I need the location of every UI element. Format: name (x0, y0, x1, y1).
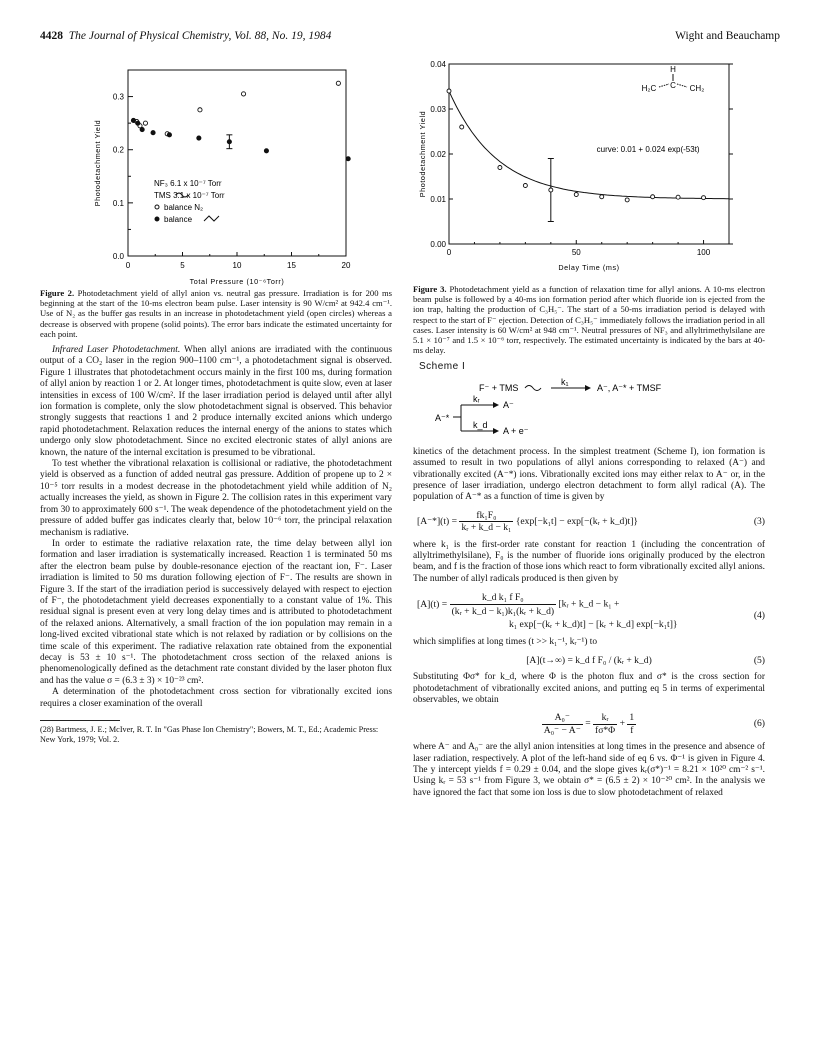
fig2-x-tick-label: 5 (180, 261, 185, 270)
fig3-structure-bond-right (677, 84, 687, 87)
fig3-y-tick-label: 0.00 (430, 240, 446, 249)
fig2-x-axis-label: Total Pressure (10⁻⁶Torr) (189, 277, 285, 286)
fig2-x-tick-label: 0 (125, 261, 131, 270)
fig2-point-propene (264, 149, 268, 153)
scheme-relaxed-anion: A⁻ (503, 399, 514, 410)
page-number: 4428 (40, 30, 63, 42)
scheme-title: Scheme I (419, 361, 466, 373)
fig3-data-point (574, 193, 578, 197)
footnote-28: (28) Bartmess, J. E.; McIver, R. T. In "Gas Phase Ion Chemistry"; Bowers, M. T., Ed.; Academic Press: New York, 1979; Vol. 2. (40, 725, 379, 745)
fig3-data-point (460, 125, 464, 129)
scheme-products: A⁻, A⁻* + TMSF (597, 382, 662, 393)
equation-6-number: (6) (753, 718, 765, 730)
equation-3: [A⁻*](t) = $\frac{\text{fk₁F₀}}{\text{kᵣ + k\_d − k₁}}$ {exp[−k₁t] − exp[−(kᵣ + k_d)t]} (3) (417, 509, 765, 534)
fig3-data-point (676, 195, 680, 199)
fig3-y-tick-label: 0.04 (430, 60, 446, 69)
arrow-head-detach (493, 428, 499, 434)
fig2-point-propene (151, 131, 155, 135)
paragraph-substituting: Substituting Φσ* for k_d, where Φ is the photon flux and σ* is the cross section for photodetachment of vibrationally excited anions, and putting eq 5 in terms of experimental observables, we obtain (413, 672, 765, 705)
header-left (40, 30, 331, 42)
fig2-legend-open-marker (155, 205, 159, 209)
arrow-head-relax (493, 402, 499, 408)
fig3-x-axis-label: Delay Time (ms) (558, 263, 620, 272)
fig3-structure-bond-left (659, 84, 669, 87)
arrow-head-1 (585, 385, 591, 391)
equation-5 (413, 655, 765, 666)
equation-4-number: (4) (753, 610, 765, 622)
scheme-reactants: F⁻ + TMS (479, 382, 519, 393)
kr-label: kᵣ (473, 393, 480, 404)
equation-6: $\frac{\text{A₀⁻}}{\text{A₀⁻ − A⁻}}$ = $\frac{\text{kᵣ}}{f\sigma*\Phi}$ + $\frac{1}{f}$ (6) (543, 712, 765, 736)
page-header (40, 30, 780, 46)
fig2-point-propene (346, 157, 350, 161)
fig3-data-point (702, 196, 706, 200)
fig3-data-point (447, 89, 451, 93)
equation-3-number: (3) (753, 515, 765, 527)
left-column (40, 56, 392, 745)
fig2-point-propene (227, 140, 231, 144)
fig2-y-tick-label: 0.2 (112, 145, 124, 155)
figure-3-caption-text: Photodetachment yield as a function of relaxation time for allyl anions. A 10-ms electron beam pulse is followed by a 40-ms ion formation period after which fluoride ion is ejected from the ion trap, halting the production of C₃H₅⁻. The start of a 50-ms irradiation period is delayed with respect to the start of F⁻ ejection. Detection of C₃H₅⁻ immediately follows the irradiation period in all cases. Laser intensity is 60 W/cm² at 948 cm⁻¹. Neutral pressures of NF₃ and allyltrimethylsilane are 5.1 × 10⁻⁷ and 1.5 × 10⁻⁶ torr, respectively. The estimated uncertainty is indicated by the bars at 40-ms delay. (413, 284, 765, 356)
fig3-data-point (549, 188, 553, 192)
fig2-point-n2 (198, 108, 202, 112)
figure-3-chart (413, 56, 765, 284)
fig2-y-axis-label: Photodetachment Yield (93, 119, 102, 207)
fig3-y-tick-label: 0.03 (430, 105, 446, 114)
right-column (413, 56, 765, 799)
fig2-legend-filled-marker (155, 217, 159, 221)
allyl-symbol (525, 385, 541, 390)
paragraph-2: To test whether the vibrational relaxation is collisional or radiative, the photodetachment yield is observed as a function of added neutral gas pressure. Addition of propene up to 2 × 10⁻⁵ torr results in a modest decrease in the photodetachment yield while addition of N₂ actually increases the yield, as shown in Figure 2. The collision rates in this experiment vary from 30 to approximately 600 s⁻¹. The weak dependence of the photodetachment yield on the pressure of added buffer gas indicates clearly that, below 10⁻⁶ torr, the principal relaxation mechanism is radiative. (40, 459, 392, 538)
scheme-1-diagram (413, 377, 765, 441)
fig2-legend-propene: balance (164, 215, 193, 224)
fig2-y-tick-label: 0.1 (112, 198, 124, 208)
fig3-data-point (523, 184, 527, 188)
fig2-y-tick-label: 0.0 (112, 252, 124, 261)
kd-label: k_d (473, 419, 488, 430)
figure-2-caption-text: Photodetachment yield of allyl anion vs. neutral gas pressure. Irradiation is for 200 ms beginning at the start of the 10-ms electron beam pulse. Laser intensity is 90 W/cm² at 942.4 cm⁻¹. Use of N₂ as the buffer gas results in an increase in photodetachment yield (open circles) whereas a decrease is observed with propene (solid points). The error bars indicate the estimated uncertainty for each point. (40, 288, 392, 339)
fig2-point-n2 (143, 121, 147, 125)
fig3-structure-ch2-left: H₂C (641, 84, 657, 93)
k1-label: k₁ (561, 376, 569, 387)
equation-5-number: (5) (753, 654, 765, 666)
fig2-point-propene (136, 121, 140, 125)
section-title: Infrared Laser Photodetachment. (52, 345, 181, 356)
fig2-point-propene (140, 127, 144, 131)
scheme-radical-electron: A + e⁻ (503, 425, 529, 436)
fig3-x-tick-label: 100 (696, 248, 711, 257)
equation-4: [A](t) = $\frac{\text{k\_d k₁ f F₀}}{\text{(kᵣ + k\_d − k₁)k₁(kᵣ + k\_d)}}$ [kᵣ + k_d − k₁ + k₁ exp[−(kᵣ + k_d)t] − [kᵣ + k_d] exp[−k₁t]} (4) (417, 592, 765, 631)
figure-3-label: Figure 3. (413, 284, 447, 294)
fig3-y-axis-label: Photodetachment Yield (418, 110, 427, 198)
fig3-x-tick-label: 50 (571, 248, 581, 257)
paragraph-3: In order to estimate the radiative relaxation rate, the time delay between allyl ion formation and laser irradiation is systematically increased. Reaction 1 is terminated 50 ms after the electron beam pulse by double-resonance ejection of the reactant ion, F⁻. Laser irradiation is limited to 50 ms duration following ejection of F⁻. The results are shown in Figure 3. If the start of the irradiation period is successively delayed with respect to ejection of F⁻, the photodetachment yield decreases exponentially to a constant value of 1%. This residual signal is present even at very long delay times and is attributed to photodetachment of the relaxed anions. Alternatively, a small fraction of the ion population may remain in a long-lived excited vibrational state which is not relaxed by radiation or by collisions on the time scale of this experiment. The radiative relaxation rate obtained from the exponential decay is 53 ± 10 s⁻¹. The photodetachment cross section of the relaxed anions is phenomenologically defined as the detachment rate constant divided by the laser photon flux and has the value σ = (6.3 ± 3) × 10⁻²³ cm². (40, 538, 392, 686)
paragraph-ir-photodetachment (40, 345, 392, 459)
scheme-excited-anion: A⁻* (435, 412, 450, 423)
fig2-point-propene (167, 133, 171, 137)
paragraph-definitions: where k₁ is the first-order rate constant for reaction 1 (including the concentration of allyltrimethylsilane), F₀ is the number of fluoride ions originally produced by the electron beam, and f is the fraction of those ions which react to form vibrationally excited allyl anions. The number of allyl radicals produced is then given by (413, 539, 765, 584)
fig2-x-tick-label: 10 (232, 261, 242, 270)
paragraph-simplifies: which simplifies at long times (t >> k₁⁻¹, kᵣ⁻¹) to (413, 637, 598, 648)
fig2-legend-nf3: NF₃ 6.1 x 10⁻⁷ Torr (154, 179, 222, 188)
equation-5-text: [A](t→∞) = k_d f F₀ / (kᵣ + k_d) (526, 654, 652, 666)
fig3-y-tick-label: 0.01 (430, 195, 446, 204)
fig2-legend-propene-symbol (204, 216, 219, 221)
fig2-plot-frame (128, 70, 346, 256)
fig2-legend-n2: balance N₂ (164, 203, 204, 212)
figure-2-chart (40, 56, 392, 288)
fig2-point-propene (197, 136, 201, 140)
fig2-legend-tms: TMS 3.1 x 10⁻⁷ Torr (154, 191, 225, 200)
figure-2-label: Figure 2. (40, 288, 75, 298)
fig3-x-tick-label: 0 (446, 248, 452, 257)
paragraph-4: A determination of the photodetachment cross section for vibrationally excited ions requires a closer examination of the overall (40, 687, 392, 709)
fig2-x-tick-label: 20 (341, 261, 351, 270)
fig2-point-n2 (336, 81, 340, 85)
fig2-y-tick-label: 0.3 (112, 92, 124, 102)
fig2-point-n2 (241, 92, 245, 96)
fig3-structure-c: C (670, 81, 676, 90)
header-authors: Wight and Beauchamp (675, 30, 780, 42)
fig3-data-point (498, 166, 502, 170)
figure-3-caption (413, 284, 765, 355)
footnote-rule (40, 720, 120, 721)
journal-title: The Journal of Physical Chemistry, Vol. 88, No. 19, 1984 (68, 30, 332, 42)
fig3-structure-ch2-right: CH₂ (689, 84, 705, 93)
fig3-y-tick-label: 0.02 (430, 150, 446, 159)
figure-2-caption (40, 288, 392, 339)
fig2-x-tick-label: 15 (287, 261, 296, 270)
paragraph-kinetics: kinetics of the detachment process. In the simplest treatment (Scheme I), ion formation is assumed to result in two populations of allyl anions corresponding to relaxed (A⁻) and vibrationally excited (A⁻*) ions. Vibrationally excited ions may either relax to A⁻ or, in the presence of laser irradiation, undergo electron detachment to form allyl radical (A). The population of A⁻* as a function of time is given by (413, 446, 765, 503)
fig3-data-point (651, 195, 655, 199)
paragraph-results: where A⁻ and A₀⁻ are the allyl anion intensities at long times in the presence and absence of laser radiation, respectively. A plot of the left-hand side of eq 6 vs. Φ⁻¹ is given in Figure 4. The y intercept yields f = 0.29 ± 0.04, and the slope gives kᵣ(σ*)⁻¹ = 8.21 × 10²⁰ cm⁻² s⁻¹. Using kᵣ = 53 s⁻¹ from Figure 3, we obtain σ* = (6.5 ± 2) × 10⁻²⁰ cm². In the analysis we have ignored the fact that some ion loss is due to slow photodetachment of relaxed (413, 742, 765, 798)
fig2-point-propene (131, 118, 135, 122)
fig3-structure-h: H (670, 65, 676, 74)
fig3-curve-label: curve: 0.01 + 0.024 exp(-53t) (596, 144, 700, 154)
paragraph-1-text: When allyl anions are irradiated with the continuous output of a CO₂ laser in the region 900–1100 cm⁻¹, a photodetachment signal is observed. Figure 1 illustrates that photodetachment occurs mainly in the first 100 ms, during formation of allyl anion by reaction 1 or 2. At longer times, photodetachment is quite slow, even at laser intensities in excess of 100 W/cm². If the laser irradiation period is delayed until after allyl ion formation is complete, only the slow photodetachment signal is observed. This behavior strongly suggests that reactions 1 and 2 produce internally excited anions which undergo rapid photodetachment. Relaxation reduces the internal energy of the anions to states which undergo only slow photodetachment. Since no excited electronic states of allyl anions are known, the nature of the internal excitation is presumed to be vibrational. (40, 345, 392, 458)
fig3-data-point (600, 195, 604, 199)
fig3-data-point (625, 198, 629, 202)
